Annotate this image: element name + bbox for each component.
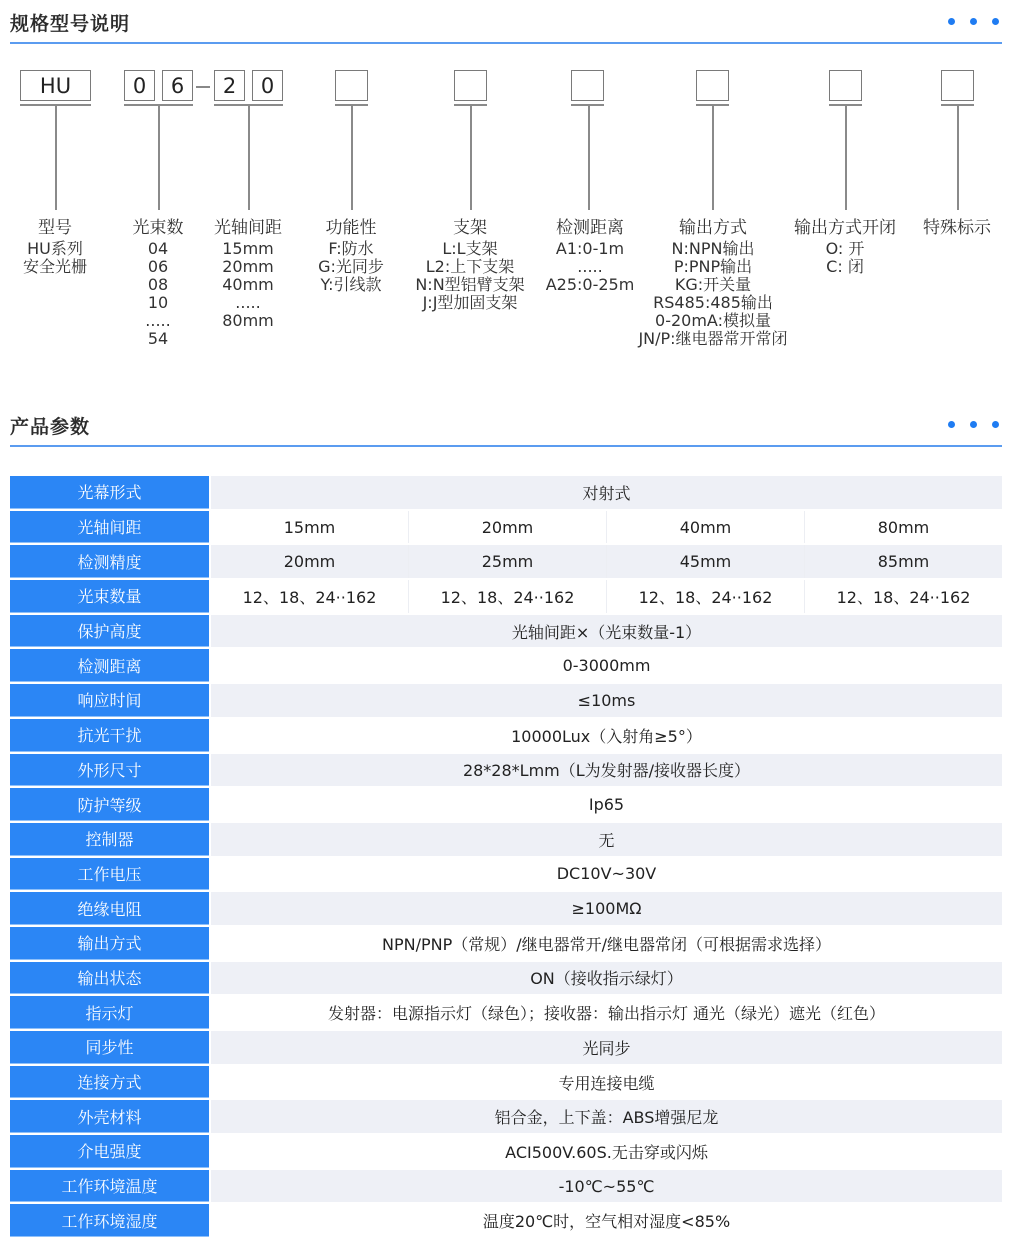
- param-value: 85mm: [804, 545, 1002, 578]
- param-label: 工作环境湿度: [10, 1204, 209, 1237]
- table-row: [10, 649, 1002, 682]
- param-value: 温度20℃时，空气相对湿度<85%: [482, 1212, 731, 1232]
- param-label: 响应时间: [10, 684, 209, 717]
- model-column-option: .....: [145, 311, 171, 330]
- table-row: [10, 823, 1002, 856]
- table-row: [10, 754, 1002, 787]
- model-column-option: Y:引线款: [320, 275, 382, 294]
- param-value: -10℃~55℃: [558, 1176, 655, 1196]
- model-column-option: P:PNP输出: [673, 257, 753, 276]
- table-row: [10, 1204, 1002, 1237]
- model-column-option: N:N型铝臂支架: [415, 275, 525, 294]
- param-label: 输出方式: [10, 927, 209, 960]
- param-value: 光同步: [582, 1038, 631, 1058]
- param-label: 指示灯: [10, 996, 209, 1029]
- model-column-heading: 功能性: [325, 218, 377, 238]
- connector-line: [470, 105, 472, 210]
- params-table: [10, 476, 1002, 1239]
- bracket-slot-box: [454, 70, 487, 101]
- model-column-heading: 输出方式开闭: [794, 218, 896, 238]
- dot-icon: [992, 18, 999, 25]
- param-value: 0-3000mm: [562, 656, 651, 676]
- param-value: 12、18、24··162: [242, 587, 377, 607]
- model-column-option: 08: [147, 275, 169, 294]
- table-row: [10, 1100, 1002, 1133]
- param-label: 控制器: [10, 823, 209, 856]
- dot-icon: [970, 421, 977, 428]
- model-column-option: O: 开: [825, 239, 865, 258]
- model-column-option: 安全光栅: [22, 257, 88, 276]
- model-column-heading: 光轴间距: [214, 218, 282, 238]
- param-values: [211, 580, 1002, 613]
- model-column-option: L2:上下支架: [425, 257, 515, 276]
- param-label: 介电强度: [10, 1135, 209, 1168]
- param-value: 20mm: [283, 552, 336, 572]
- model-column: [23, 216, 87, 276]
- param-value: 80mm: [804, 511, 1002, 544]
- connector-line: [957, 105, 959, 210]
- more-dots-icon: [948, 18, 999, 25]
- param-label: 工作环境温度: [10, 1170, 209, 1203]
- model-column-option: RS485:485输出: [653, 293, 773, 312]
- model-column-option: 04: [147, 239, 169, 258]
- param-values: [211, 754, 1002, 787]
- param-value: 发射器：电源指示灯（绿色）；接收器：输出指示灯 通光（绿光）遮光（红色）: [327, 1004, 886, 1024]
- function-slot-box: [335, 70, 368, 101]
- param-values: [211, 545, 1002, 578]
- param-value: ON（接收指示绿灯）: [530, 969, 683, 989]
- param-values: [211, 1066, 1002, 1099]
- param-label: 检测距离: [10, 649, 209, 682]
- param-label: 检测精度: [10, 545, 209, 578]
- model-column: [794, 216, 896, 276]
- param-values: [211, 788, 1002, 821]
- param-value: ≤10ms: [577, 690, 636, 710]
- param-value: 12、18、24··162: [408, 580, 606, 613]
- param-values: [211, 1135, 1002, 1168]
- param-label: 输出状态: [10, 962, 209, 995]
- param-values: [211, 1031, 1002, 1064]
- table-row: [10, 962, 1002, 995]
- param-label: 绝缘电阻: [10, 892, 209, 925]
- param-label: 同步性: [10, 1031, 209, 1064]
- param-value: ACI500V.60S.无击穿或闪烁: [505, 1142, 708, 1162]
- model-column-heading: 检测距离: [556, 218, 624, 238]
- param-label: 外壳材料: [10, 1100, 209, 1133]
- param-value: 45mm: [606, 545, 804, 578]
- model-column-option: 54: [147, 329, 169, 348]
- param-values: [211, 615, 1002, 648]
- connector-line: [248, 105, 250, 210]
- model-column-option: KG:开关量: [674, 275, 752, 294]
- model-column-heading: 型号: [37, 218, 72, 238]
- connector-line: [351, 105, 353, 210]
- param-label: 保护高度: [10, 615, 209, 648]
- param-value: 28*28*Lmm（L为发射器/接收器长度）: [462, 761, 751, 781]
- model-column-option: N:NPN输出: [671, 239, 755, 258]
- table-row: [10, 684, 1002, 717]
- param-label: 光束数量: [10, 580, 209, 613]
- table-row: [10, 580, 1002, 613]
- connector-line: [158, 105, 160, 210]
- connector-line: [588, 105, 590, 210]
- param-values: [211, 1204, 1002, 1237]
- param-value: 12、18、24··162: [804, 580, 1002, 613]
- param-value: 对射式: [582, 483, 631, 503]
- param-value: 15mm: [283, 517, 336, 537]
- dot-icon: [992, 421, 999, 428]
- model-column-heading: 支架: [453, 218, 487, 238]
- table-row: [10, 996, 1002, 1029]
- model-column-option: G:光同步: [318, 257, 384, 276]
- section-title-spec: 规格型号说明: [10, 13, 131, 35]
- model-column: [546, 216, 635, 294]
- model-prefix-box: HU: [20, 70, 91, 101]
- table-row: [10, 788, 1002, 821]
- param-label: 光幕形式: [10, 476, 209, 509]
- table-row: [10, 892, 1002, 925]
- pitch-digit-1: 2: [214, 70, 245, 101]
- model-column-option: .....: [235, 293, 261, 312]
- model-column-heading: 输出方式: [679, 218, 747, 238]
- param-values: [211, 1170, 1002, 1203]
- param-value: 12、18、24··162: [606, 580, 804, 613]
- param-value: 专用连接电缆: [558, 1073, 655, 1093]
- dot-icon: [948, 421, 955, 428]
- param-label: 抗光干扰: [10, 719, 209, 752]
- param-values: [211, 996, 1002, 1029]
- section-divider: [10, 445, 1002, 447]
- beam-count-digit-1: 0: [124, 70, 155, 101]
- param-value: ≥100MΩ: [571, 899, 642, 919]
- model-column-option: L:L支架: [442, 239, 498, 258]
- beam-count-digit-2: 6: [162, 70, 193, 101]
- param-value: 20mm: [408, 511, 606, 544]
- table-row: [10, 476, 1002, 509]
- param-values: [211, 892, 1002, 925]
- model-column-option: JN/P:继电器常开常闭: [638, 329, 788, 348]
- param-value: 10000Lux（入射角≥5°）: [511, 726, 702, 746]
- model-column-option: .....: [577, 257, 603, 276]
- model-column-option: J:J型加固支架: [422, 293, 518, 312]
- param-value: Ip65: [588, 795, 625, 815]
- dot-icon: [970, 18, 977, 25]
- table-row: [10, 545, 1002, 578]
- table-row: [10, 1066, 1002, 1099]
- param-value: DC10V~30V: [556, 864, 657, 884]
- model-column-option: 80mm: [222, 311, 274, 330]
- pitch-digit-2: 0: [252, 70, 283, 101]
- param-label: 工作电压: [10, 858, 209, 891]
- model-column: [415, 216, 524, 312]
- param-label: 外形尺寸: [10, 754, 209, 787]
- more-dots-icon: [948, 421, 999, 428]
- model-column-heading: 特殊标示: [923, 218, 991, 238]
- model-column-option: 06: [147, 257, 169, 276]
- param-values: [211, 858, 1002, 891]
- section-title-params: 产品参数: [10, 416, 91, 438]
- model-column-option: 15mm: [222, 239, 274, 258]
- table-row: [10, 1031, 1002, 1064]
- model-column-option: 40mm: [222, 275, 274, 294]
- model-column-option: A1:0-1m: [555, 239, 625, 258]
- param-value: 光轴间距×（光束数量-1）: [511, 622, 702, 642]
- model-column-option: 20mm: [222, 257, 274, 276]
- param-values: [211, 1100, 1002, 1133]
- distance-slot-box: [571, 70, 604, 101]
- section-divider: [10, 42, 1002, 44]
- model-column: [214, 216, 282, 330]
- param-value: 25mm: [408, 545, 606, 578]
- connector-line: [845, 105, 847, 210]
- table-row: [10, 719, 1002, 752]
- model-column: [638, 216, 787, 348]
- dot-icon: [948, 18, 955, 25]
- model-column-option: F:防水: [328, 239, 374, 258]
- param-value: NPN/PNP（常规）/继电器常开/继电器常闭（可根据需求选择）: [381, 934, 832, 954]
- param-values: [211, 684, 1002, 717]
- param-label: 光轴间距: [10, 511, 209, 544]
- table-row: [10, 858, 1002, 891]
- table-row: [10, 1170, 1002, 1203]
- param-label: 防护等级: [10, 788, 209, 821]
- param-values: [211, 719, 1002, 752]
- table-row: [10, 1135, 1002, 1168]
- model-column: [133, 216, 184, 348]
- param-values: [211, 476, 1002, 509]
- model-column-option: C: 闭: [826, 257, 864, 276]
- model-column-option: HU系列: [27, 239, 83, 258]
- model-column-option: 10: [147, 293, 169, 312]
- param-label: 连接方式: [10, 1066, 209, 1099]
- param-value: 铝合金，上下盖：ABS增强尼龙: [494, 1108, 719, 1128]
- connector-line: [712, 105, 714, 210]
- separator-dash: [196, 86, 210, 88]
- param-value: 无: [598, 830, 615, 850]
- param-values: [211, 511, 1002, 544]
- model-column: [318, 216, 384, 294]
- param-values: [211, 823, 1002, 856]
- param-values: [211, 649, 1002, 682]
- model-column-heading: 光束数: [132, 218, 184, 238]
- connector-line: [55, 105, 57, 210]
- model-column-option: A25:0-25m: [545, 275, 635, 294]
- special-slot-box: [941, 70, 974, 101]
- param-value: 40mm: [606, 511, 804, 544]
- param-values: [211, 927, 1002, 960]
- table-row: [10, 615, 1002, 648]
- table-row: [10, 927, 1002, 960]
- output-state-slot-box: [829, 70, 862, 101]
- output-slot-box: [696, 70, 729, 101]
- model-column-option: 0-20mA:模拟量: [655, 311, 771, 330]
- model-column: [923, 216, 991, 240]
- table-row: [10, 511, 1002, 544]
- param-values: [211, 962, 1002, 995]
